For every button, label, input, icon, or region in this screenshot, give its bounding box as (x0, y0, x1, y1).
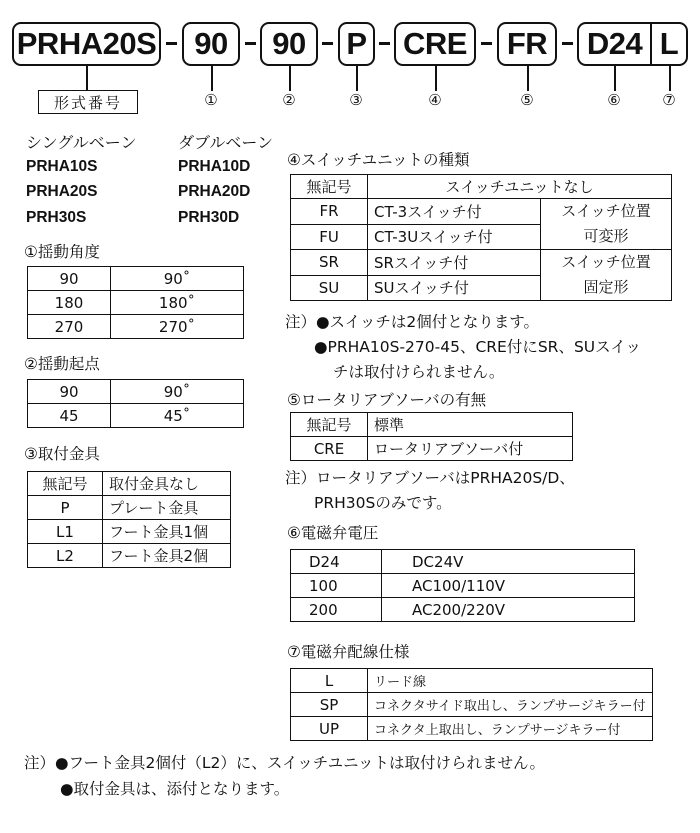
absorber-note: 注）ロータリアブソーバはPRHA20S/D、 (285, 469, 575, 487)
swing-start-title: ②揺動起点 (24, 355, 100, 373)
table-row (291, 413, 573, 437)
table-row (291, 717, 653, 741)
table-cell: L1 (28, 520, 103, 544)
table-cell: 90 (28, 267, 111, 291)
table-cell: L (291, 669, 368, 693)
table-cell: 標準 (368, 413, 573, 437)
absorber-note: PRH30Sのみです。 (314, 494, 452, 512)
table-cell: CRE (291, 437, 368, 461)
table-row (291, 598, 635, 622)
absorber-table (290, 412, 573, 461)
table-cell: 無記号 (28, 472, 103, 496)
table-cell: フート金具2個 (103, 544, 231, 568)
table-cell: スイッチユニットなし (368, 175, 672, 199)
table-row (28, 472, 231, 496)
table-cell: 90˚ (111, 267, 244, 291)
connector-line (614, 66, 616, 91)
table-cell: SUスイッチ付 (368, 275, 541, 301)
table-cell: 無記号 (291, 413, 368, 437)
double-vane-header: ダブルベーン (178, 133, 274, 152)
group-label: スイッチ位置 (561, 202, 651, 220)
code-segment-absorber: CRE (394, 22, 476, 66)
connector-line (527, 66, 529, 91)
dash (379, 42, 390, 45)
marker-4: ④ (428, 91, 442, 109)
swing-angle-title: ①揺動角度 (24, 243, 100, 261)
switch-position-variable (541, 199, 672, 250)
marker-7: ⑦ (662, 91, 676, 109)
table-row (291, 693, 653, 717)
code-segment-angle: 90 (182, 22, 240, 66)
type-number-label: 形式番号 (38, 90, 138, 114)
table-cell: 45 (28, 404, 111, 428)
table-cell: SP (291, 693, 368, 717)
table-cell: 270˚ (111, 315, 244, 339)
table-cell: CT-3Uスイッチ付 (368, 224, 541, 250)
group-label: 可変形 (583, 227, 629, 245)
single-vane-header: シングルベーン (26, 133, 137, 152)
table-cell: 180˚ (111, 291, 244, 315)
table-row (291, 250, 672, 276)
table-cell: DC24V (382, 550, 635, 574)
table-cell: FU (291, 224, 368, 250)
table-cell: 100 (291, 574, 382, 598)
switch-position-fixed (541, 250, 672, 301)
dash (166, 42, 177, 45)
switch-note: ●PRHA10S-270-45、CRE付にSR、SUスイッ (314, 338, 642, 356)
table-cell: 無記号 (291, 175, 368, 199)
switch-unit-title: ④スイッチユニットの種類 (287, 151, 470, 169)
double-model: PRHA20D (178, 183, 251, 200)
table-row (28, 520, 231, 544)
table-row (28, 380, 244, 404)
table-cell: 45˚ (111, 404, 244, 428)
table-row (28, 496, 231, 520)
table-row (28, 404, 244, 428)
table-cell: フート金具1個 (103, 520, 231, 544)
connector-line (289, 66, 291, 91)
table-cell: P (28, 496, 103, 520)
table-cell: コネクタサイド取出し、ランプサージキラー付 (368, 693, 653, 717)
table-cell: 180 (28, 291, 111, 315)
table-cell: コネクタ上取出し、ランプサージキラー付 (368, 717, 653, 741)
connector-line (669, 66, 671, 91)
table-row (291, 669, 653, 693)
table-cell: AC100/110V (382, 574, 635, 598)
connector-line (356, 66, 358, 91)
table-row (291, 199, 672, 225)
switch-unit-table (290, 174, 672, 301)
double-model: PRH30D (178, 209, 240, 226)
table-cell: CT-3スイッチ付 (368, 199, 541, 225)
connector-line (86, 66, 88, 90)
dash (562, 42, 573, 45)
code-segment-start: 90 (260, 22, 318, 66)
table-cell: 200 (291, 598, 382, 622)
table-row (28, 291, 244, 315)
table-cell: D24 (291, 550, 382, 574)
switch-note: チは取付けられません。 (333, 363, 505, 381)
marker-5: ⑤ (520, 91, 534, 109)
dash (322, 42, 333, 45)
single-model: PRHA20S (26, 183, 98, 200)
dash (481, 42, 492, 45)
table-cell: 90˚ (111, 380, 244, 404)
wiring-title: ⑦電磁弁配線仕様 (287, 643, 410, 661)
wiring-table (290, 668, 653, 741)
table-row (291, 550, 635, 574)
table-cell: プレート金具 (103, 496, 231, 520)
connector-line (211, 66, 213, 91)
double-model: PRHA10D (178, 158, 251, 175)
table-row (28, 267, 244, 291)
bracket-title: ③取付金具 (24, 445, 100, 463)
code-segment-switch: FR (497, 22, 557, 66)
table-cell: UP (291, 717, 368, 741)
absorber-title: ⑤ロータリアブソーバの有無 (287, 391, 487, 409)
code-segment-bracket: P (338, 22, 375, 66)
table-cell: 90 (28, 380, 111, 404)
dash (245, 42, 256, 45)
table-cell: 270 (28, 315, 111, 339)
table-row (291, 574, 635, 598)
code-segment-model: PRHA20S (12, 22, 161, 66)
table-cell: L2 (28, 544, 103, 568)
marker-1: ① (204, 91, 218, 109)
table-cell: AC200/220V (382, 598, 635, 622)
table-cell: 取付金具なし (103, 472, 231, 496)
table-row (291, 437, 573, 461)
footer-note: ●取付金具は、添付となります。 (60, 780, 290, 798)
table-row (291, 175, 672, 199)
code-segment-voltage: D24 (577, 22, 652, 66)
table-row (28, 544, 231, 568)
table-cell: FR (291, 199, 368, 225)
swing-start-table (27, 379, 244, 428)
voltage-title: ⑥電磁弁電圧 (287, 524, 379, 542)
table-row (28, 315, 244, 339)
bracket-table (27, 471, 231, 568)
table-cell: ロータリアブソーバ付 (368, 437, 573, 461)
table-cell: SR (291, 250, 368, 276)
single-model: PRH30S (26, 209, 87, 226)
marker-6: ⑥ (607, 91, 621, 109)
group-label: スイッチ位置 (561, 253, 651, 271)
swing-angle-table (27, 266, 244, 339)
footer-note: 注）●フート金具2個付（L2）に、スイッチユニットは取付けられません。 (24, 754, 545, 772)
group-label: 固定形 (583, 278, 629, 296)
marker-3: ③ (349, 91, 363, 109)
code-segment-wiring: L (650, 22, 688, 66)
table-cell: SRスイッチ付 (368, 250, 541, 276)
table-cell: SU (291, 275, 368, 301)
table-cell: リード線 (368, 669, 653, 693)
single-model: PRHA10S (26, 158, 98, 175)
voltage-table (290, 549, 635, 622)
switch-note: 注）●スイッチは2個付となります。 (285, 313, 540, 331)
connector-line (435, 66, 437, 91)
marker-2: ② (282, 91, 296, 109)
